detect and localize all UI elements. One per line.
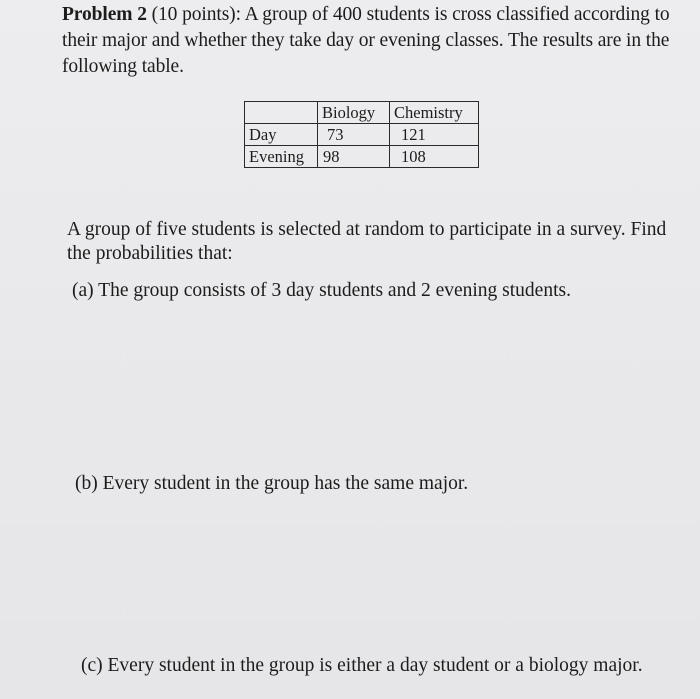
column-header-chemistry: Chemistry <box>390 102 479 124</box>
table-header-row <box>245 102 479 124</box>
cell-evening-biology: 98 <box>318 146 390 168</box>
cell-day-chemistry: 121 <box>390 124 479 146</box>
problem-text: A group of 400 students is cross classified according to their major and whether they take day or evening classes. The results are in the following table. <box>62 4 670 77</box>
table-corner-cell <box>245 102 318 124</box>
row-label-day: Day <box>245 124 318 146</box>
cell-evening-chemistry: 108 <box>390 146 479 168</box>
table-row-evening <box>245 146 479 168</box>
cell-day-biology: 73 <box>318 124 390 146</box>
table-row-day <box>245 124 479 146</box>
column-header-biology: Biology <box>318 102 390 124</box>
cross-classification-table <box>244 101 479 168</box>
row-label-evening: Evening <box>245 146 318 168</box>
problem-statement <box>62 2 672 80</box>
question-c: (c) Every student in the group is either a day student or a biology major. <box>81 655 643 676</box>
problem-heading: Problem 2 <box>62 4 147 25</box>
problem-points: (10 points): <box>151 4 241 25</box>
survey-instruction: A group of five students is selected at random to participate in a survey. Find the probabilities that: <box>67 219 667 264</box>
question-b: (b) Every student in the group has the same major. <box>75 473 469 494</box>
question-a: (a) The group consists of 3 day students and 2 evening students. <box>72 280 571 301</box>
